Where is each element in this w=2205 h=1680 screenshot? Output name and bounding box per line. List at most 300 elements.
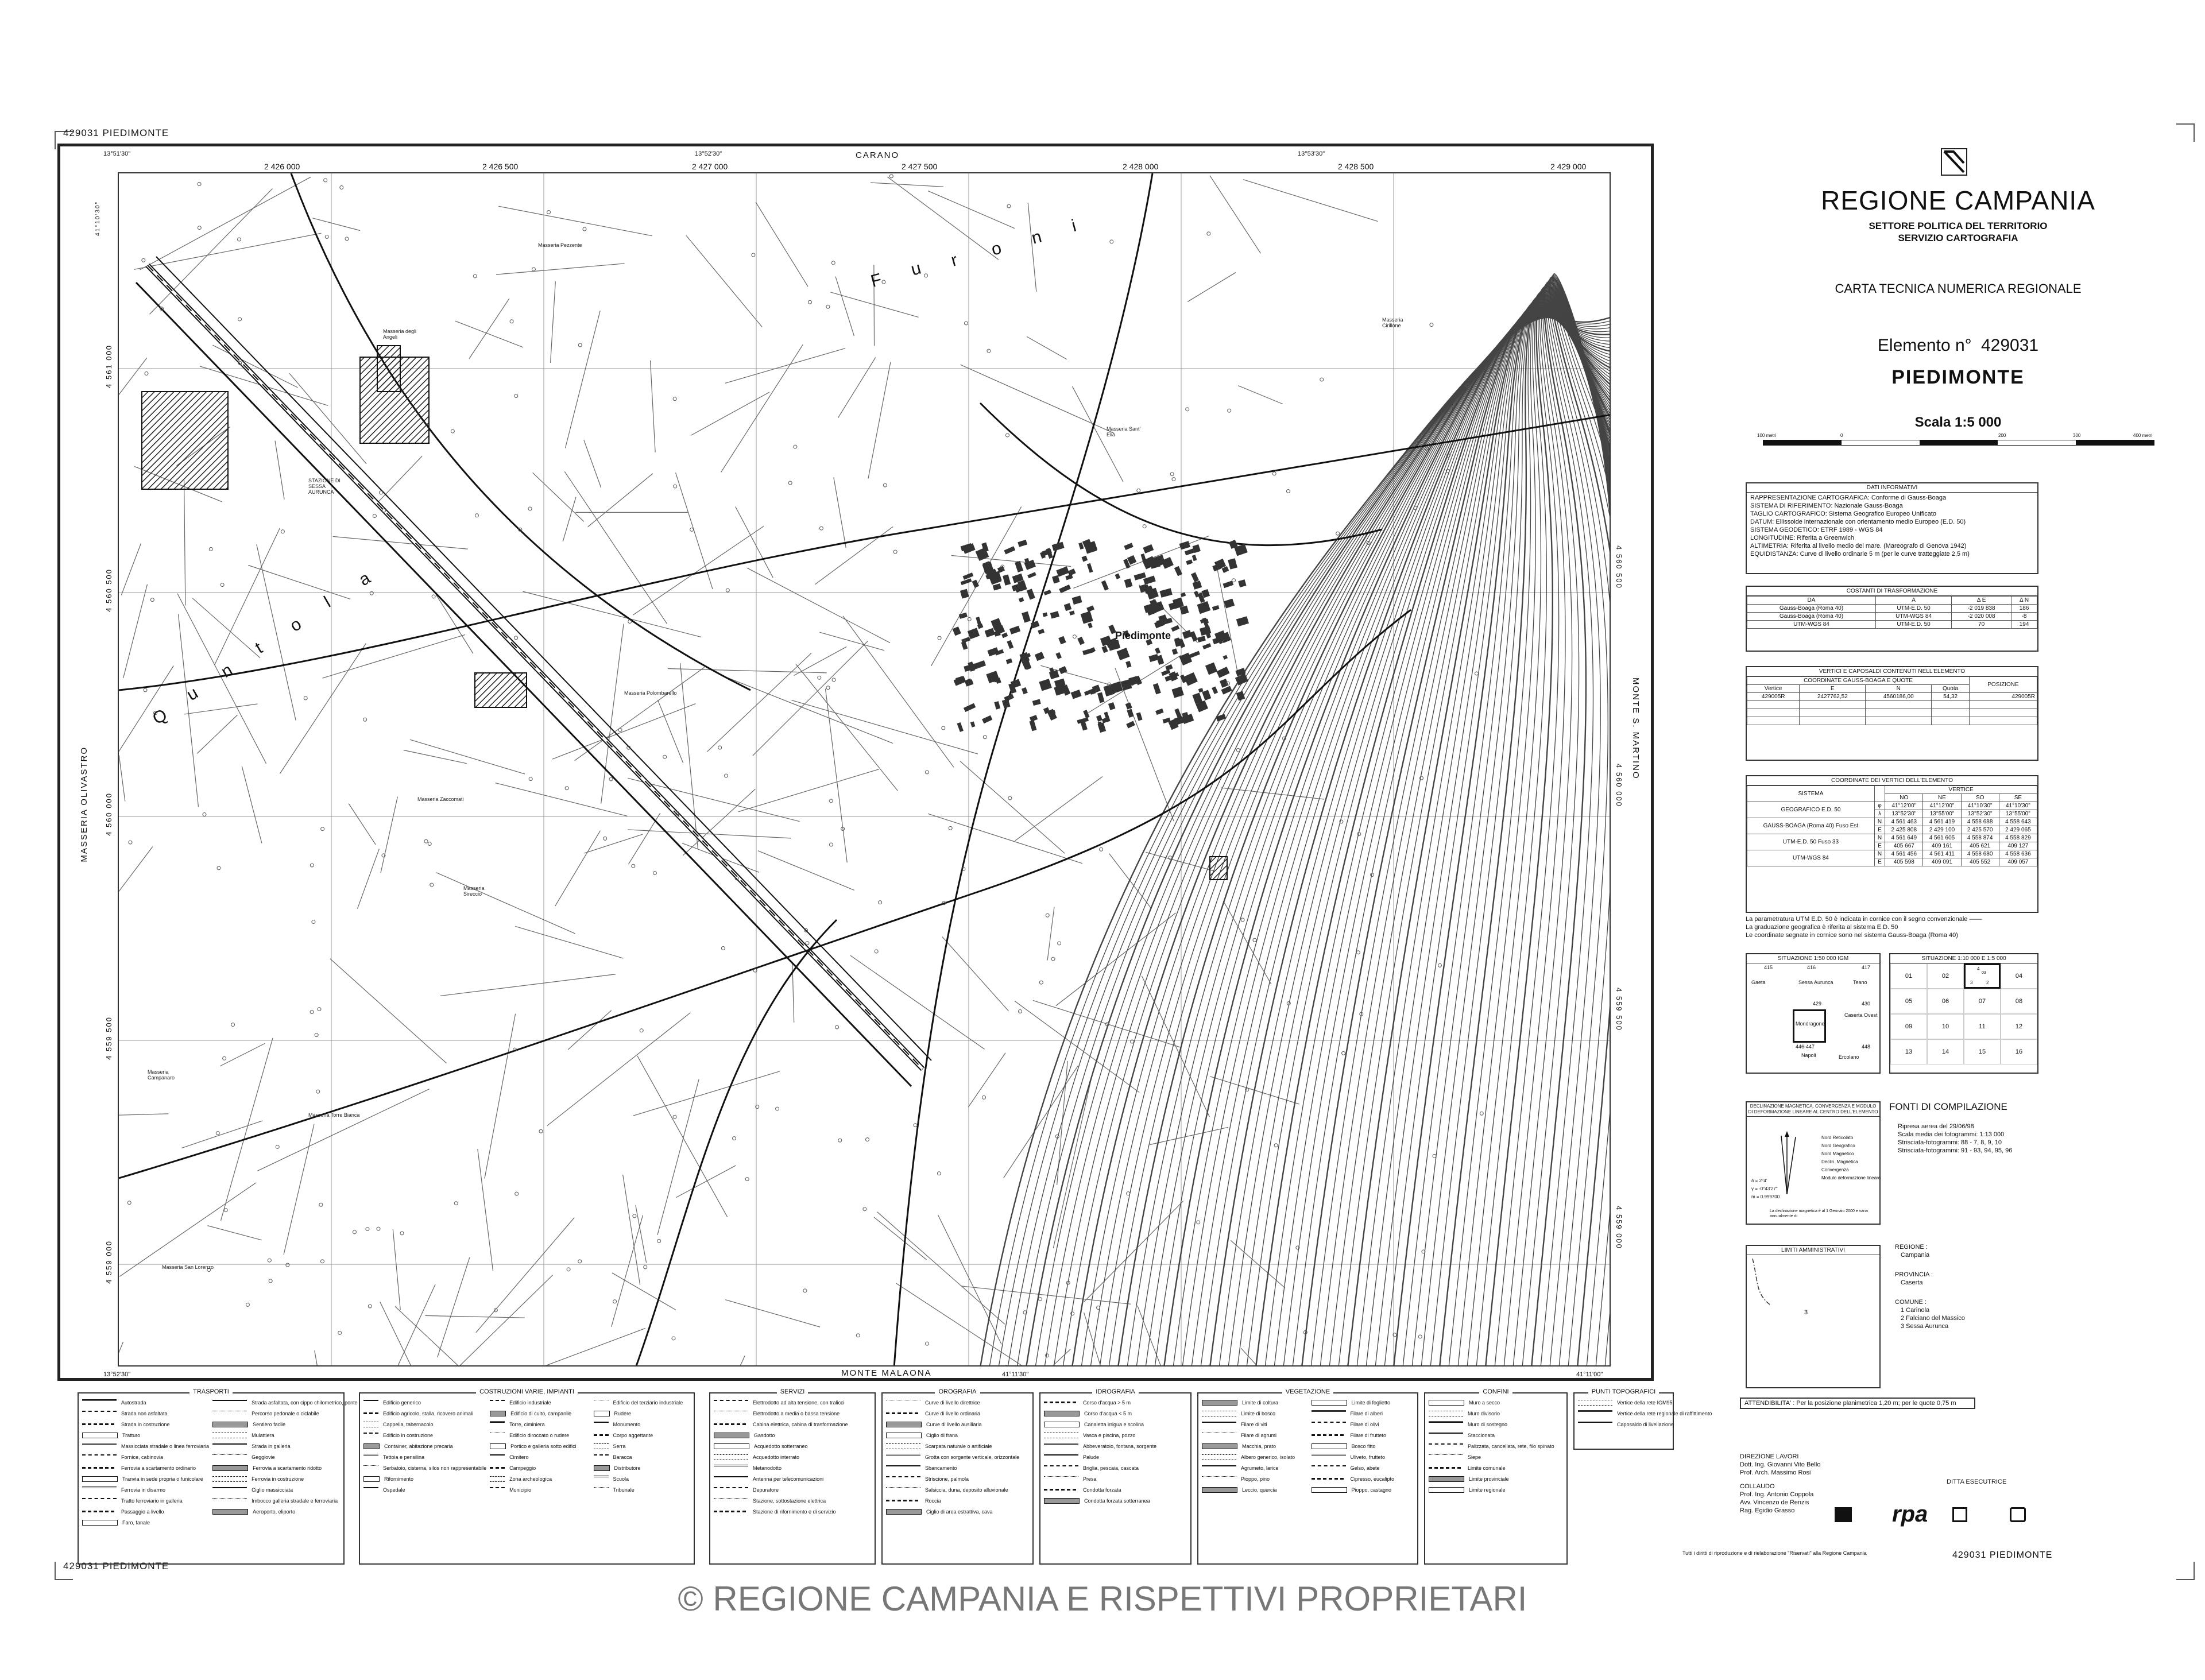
legend-label: Corso d'acqua < 5 m bbox=[1084, 1410, 1132, 1416]
legend-label: Imbocco galleria stradale e ferroviaria bbox=[252, 1497, 338, 1504]
legend-symbol-icon bbox=[212, 1487, 247, 1493]
fonti-title: FONTI DI COMPILAZIONE bbox=[1889, 1101, 2007, 1112]
legend-label: Vasca e piscina, pozzo bbox=[1083, 1432, 1136, 1438]
legend-item bbox=[590, 1397, 694, 1408]
legend-label: Gasdotto bbox=[754, 1432, 775, 1438]
legend-label: Ciglio di frana bbox=[926, 1432, 958, 1438]
legend-symbol-icon bbox=[886, 1422, 922, 1427]
legend-symbol-icon bbox=[82, 1467, 117, 1469]
legend-orografia: OROGRAFIA Curve di livello direttrice Curve di livello ordinaria Curve di livello ausiliaria Ciglio di frana Scarpata naturale o artificiale Grotta con sorgente verticale, orizzontale Sbancamento Striscione, palmola Salsiccia, duna, deposito alluvionale Roccia Ciglio di area estrattiva, cava bbox=[881, 1392, 1034, 1565]
table-row: UTM-E.D. 50 Fuso 33 N 4 561 649 4 561 605 4 558 874 4 558 829 bbox=[1747, 834, 2037, 842]
legend-item bbox=[710, 1506, 875, 1517]
legend-symbol-icon bbox=[212, 1498, 247, 1503]
legend-symbol-icon bbox=[1202, 1443, 1237, 1449]
legend-item bbox=[1308, 1397, 1418, 1408]
legend-label: Limite di bosco bbox=[1241, 1410, 1276, 1416]
legend-symbol-icon bbox=[82, 1423, 117, 1425]
dati-line-4: DATUM: Ellissoide internazionale con orientamento medio Europeo (E.D. 50) bbox=[1750, 518, 1966, 525]
table-row: UTM-WGS 84 UTM-E.D. 50 70 194 bbox=[1747, 621, 2037, 629]
legend-item bbox=[209, 1473, 358, 1484]
grid-y-right-4: 4 559 000 bbox=[1615, 1206, 1623, 1249]
table-row: E 405 667 409 161 405 621 409 127 bbox=[1747, 842, 2037, 850]
legend-item bbox=[1425, 1408, 1566, 1419]
legend-symbol-icon bbox=[212, 1443, 247, 1449]
legend-servizi: SERVIZI Elettrodotto ad alta tensione, con tralicci Elettrodotto a media o bassa tensione Cabina elettrica, cabina di trasformazione Gasdotto Acquedotto sotterraneo Acquedotto interrato Metanodotto Antenna per telecomunicazioni Depuratore Stazione, sottostazione elettrica Stazione di rifornimento e di servizio bbox=[709, 1392, 876, 1565]
credits: DIREZIONE LAVORI Dott. Ing. Giovanni Vito Bello Prof. Arch. Massimo Rosi COLLAUDO Prof. Ing. Antonio Coppola Avv. Vincenzo de Renzis Rag. Egidio Grasso bbox=[1740, 1453, 1821, 1514]
map-canvas[interactable] bbox=[118, 172, 1611, 1367]
legend-label: Filare di viti bbox=[1241, 1421, 1267, 1427]
legend-symbol-icon bbox=[1312, 1434, 1346, 1436]
company-logo-rpa: rpa bbox=[1892, 1501, 1928, 1527]
declinazione-box: DECLINAZIONE MAGNETICA, CONVERGENZA E MODULO DI DEFORMAZIONE LINEARE AL CENTRO DELL'ELEMENTO Nord Reticolato Nord Geografico Nord Magnetico Declin. Magnetica Convergenza Modulo deformazione lineare δ = 2°4' γ = -0°43'27" m = 0.999700 La declinazione magnetica è al 1 Gennaio 2000 e varia annualmente di bbox=[1746, 1101, 1881, 1225]
copyright-notice: © REGIONE CAMPANIA E RISPETTIVI PROPRIETARI bbox=[678, 1580, 1527, 1618]
sheet-code-bottom-right: 429031 PIEDIMONTE bbox=[1952, 1550, 2053, 1560]
scale-tick-4: 300 bbox=[2073, 433, 2081, 438]
legend-label: Abbeveratoio, fontana, sorgente bbox=[1083, 1443, 1157, 1449]
legend-symbol-icon bbox=[1202, 1487, 1237, 1493]
legend-label: Bosco fitto bbox=[1351, 1443, 1376, 1449]
table-row: GEOGRAFICO E.D. 50 φ 41°12'00" 41°12'00" 41°10'30" 41°10'30" bbox=[1747, 802, 2037, 810]
legend-symbol-icon bbox=[1429, 1454, 1463, 1460]
legend-label: Fornice, cabinovia bbox=[121, 1454, 164, 1460]
legend-label: Scuola bbox=[613, 1476, 629, 1482]
grid-x-top-7: 2 429 000 bbox=[1550, 162, 1587, 171]
legend-item bbox=[360, 1484, 486, 1495]
legend-label: Tettoia e pensilina bbox=[383, 1454, 425, 1460]
legend-item bbox=[1198, 1430, 1308, 1441]
legend-symbol-icon bbox=[212, 1509, 248, 1515]
legend-symbol-icon bbox=[1429, 1467, 1463, 1469]
situazione-10000-box: SITUAZIONE 1:10 000 E 1:5 000 01 02 4 03 3 2 04 05 06 07 08 09 10 11 12 13 14 15 16 bbox=[1889, 953, 2038, 1074]
current-cell: 4 03 3 2 bbox=[1964, 963, 2001, 989]
legend-symbol-icon bbox=[1312, 1400, 1347, 1406]
legend-item bbox=[590, 1462, 694, 1473]
legend-vegetazione: VEGETAZIONE Limite di coltura Limite di foglietto Limite di bosco Filare di alberi Filare di viti Filare di olivi Filare di agrumi Filare di frutteto Macchia, prato Bosco fitto Albero generico, isolato Uliveto, frutteto Agrumeto, larice Gelso, abete Pioppo, pino Cipresso, eucalipto Leccio, quercia Pioppo, castagno bbox=[1197, 1392, 1418, 1565]
legend-label: Distributore bbox=[614, 1465, 641, 1471]
legend-label: Strada non asfaltata bbox=[121, 1410, 168, 1416]
legend-item bbox=[1425, 1462, 1566, 1473]
dati-informativi-box bbox=[1746, 482, 2038, 574]
legend-symbol-icon bbox=[1312, 1422, 1346, 1427]
legend-label: Tratturo bbox=[122, 1432, 141, 1438]
legend-item bbox=[486, 1484, 590, 1495]
legend-label: Elettrodotto a media o bassa tensione bbox=[753, 1410, 840, 1416]
costanti-box bbox=[1746, 586, 2038, 652]
legend-label: Filare di olivi bbox=[1350, 1421, 1379, 1427]
legend-symbol-icon bbox=[1312, 1443, 1347, 1449]
grid-x-top-5: 2 428 000 bbox=[1123, 162, 1159, 171]
table-row: 429005R 2427762,52 4560186,00 54,32 429005R bbox=[1747, 693, 2037, 701]
legend-symbol-icon bbox=[594, 1443, 609, 1449]
vertici-header: VERTICI E CAPOSALDI CONTENUTI NELL'ELEMENTO bbox=[1747, 667, 2037, 676]
geo-bottom-3: 41°11'00" bbox=[1576, 1371, 1603, 1378]
legend-symbol-icon bbox=[1044, 1411, 1080, 1416]
legend-label: Muro di sostegno bbox=[1468, 1421, 1508, 1427]
map-letter-1: F bbox=[868, 270, 884, 291]
legend-symbol-icon bbox=[1202, 1476, 1236, 1481]
geo-bottom-1: 13°52'30" bbox=[103, 1371, 131, 1378]
legend-label: Cappella, tabernacolo bbox=[383, 1421, 434, 1427]
legend-item bbox=[590, 1451, 694, 1462]
legend-label: Cimitero bbox=[509, 1454, 529, 1460]
scale-tick-3: 200 bbox=[1998, 433, 2006, 438]
legend-label: Muro a secco bbox=[1469, 1399, 1500, 1406]
legend-label: Condotta forzata sotterranea bbox=[1084, 1497, 1150, 1504]
legend-symbol-icon bbox=[1312, 1487, 1347, 1493]
vertici-table: COORDINATE GAUSS-BOAGA E QUOTE POSIZIONE Vertice E N Quota 429005R 2427762,52 4560186,00 54,32 429005R bbox=[1747, 676, 2037, 725]
grid-y-left-3: 4 560 000 bbox=[105, 792, 113, 836]
legend-item bbox=[710, 1495, 875, 1506]
legend-symbol-icon bbox=[1044, 1443, 1078, 1449]
legend-label: Acquedotto sotterraneo bbox=[754, 1443, 808, 1449]
crop-mark-br bbox=[2176, 1562, 2195, 1580]
legend-symbol-icon bbox=[212, 1476, 247, 1482]
legend-symbol-icon bbox=[714, 1411, 748, 1416]
legend-symbol-icon bbox=[490, 1487, 505, 1493]
legend-label: Curve di livello ordinaria bbox=[925, 1410, 981, 1416]
legend-symbol-icon bbox=[212, 1454, 247, 1460]
legend-symbol-icon bbox=[714, 1498, 748, 1503]
legend-symbol-icon bbox=[82, 1487, 117, 1493]
dati-line-1: RAPPRESENTAZIONE CARTOGRAFICA: Conforme di Gauss-Boaga bbox=[1750, 494, 1947, 501]
legend-label: Macchia, prato bbox=[1242, 1443, 1276, 1449]
legend-item bbox=[883, 1462, 1032, 1473]
place-masseria-cirillone: Masseria Cirillone bbox=[1382, 317, 1403, 328]
crop-mark-tr bbox=[2176, 123, 2195, 142]
legend-symbol-icon bbox=[363, 1422, 378, 1427]
situazione-50000-title: SITUAZIONE 1:50 000 IGM bbox=[1747, 954, 1879, 963]
map-bottom-label: MONTE MALAONA bbox=[841, 1368, 932, 1378]
legend-label: Geggiovie bbox=[252, 1454, 275, 1460]
legend-symbol-icon bbox=[490, 1433, 505, 1438]
legend-label: Vertice della rete regionale di raffittimento bbox=[1617, 1410, 1712, 1416]
place-stazione: STAZIONE DI SESSA AURUNCA bbox=[308, 478, 341, 495]
legend-item bbox=[590, 1408, 694, 1419]
legend-symbol-icon bbox=[1578, 1400, 1612, 1406]
table-row: Gauss-Boaga (Roma 40) UTM-WGS 84 -2 020 008 -8 bbox=[1747, 613, 2037, 621]
legend-symbol-icon bbox=[490, 1454, 505, 1460]
rights-note: Tutti i diritti di riproduzione e di rielaborazione "Riservati" alla Regione Campania bbox=[1682, 1550, 1867, 1556]
legend-symbol-icon bbox=[490, 1467, 505, 1469]
legend-label: Pioppo, pino bbox=[1241, 1476, 1270, 1482]
legend-label: Curve di livello direttrice bbox=[925, 1399, 980, 1406]
legend-label: Filare di agrumi bbox=[1241, 1432, 1277, 1438]
legend-label: Curve di livello ausiliaria bbox=[926, 1421, 982, 1427]
legend-symbol-icon bbox=[363, 1443, 380, 1449]
place-masseria-angeli: Masseria degli Angeli bbox=[383, 328, 417, 340]
scale-bar bbox=[1763, 440, 2154, 446]
legend-item bbox=[1198, 1441, 1308, 1451]
legend-label: Filare di alberi bbox=[1350, 1410, 1383, 1416]
legend-symbol-icon bbox=[886, 1509, 922, 1515]
scale-label: Scala 1:5 000 bbox=[1914, 415, 2002, 430]
legend-item bbox=[209, 1451, 358, 1462]
sheet-name: PIEDIMONTE bbox=[1891, 366, 2025, 388]
legend-item bbox=[590, 1441, 694, 1451]
legend-label: Faro, fanale bbox=[122, 1519, 150, 1526]
legend-symbol-icon bbox=[714, 1454, 748, 1460]
limiti-title: LIMITI AMMINISTRATIVI bbox=[1747, 1246, 1879, 1255]
legend-item bbox=[209, 1506, 358, 1517]
legend-item bbox=[1040, 1473, 1190, 1484]
legend-item bbox=[1425, 1441, 1566, 1451]
legend-item bbox=[1575, 1397, 1673, 1408]
carta-title: CARTA TECNICA NUMERICA REGIONALE bbox=[1835, 281, 2082, 296]
map-letter-11: o bbox=[287, 614, 305, 636]
legend-label: Autostrada bbox=[121, 1399, 146, 1406]
legend-item bbox=[79, 1506, 209, 1517]
legend-label: Passaggio a livello bbox=[121, 1508, 164, 1515]
legend-item bbox=[1040, 1462, 1190, 1473]
legend-label: Staccionata bbox=[1468, 1432, 1495, 1438]
legend-item bbox=[79, 1517, 209, 1528]
legend-label: Limite comunale bbox=[1468, 1465, 1506, 1471]
place-masseria-sireccio: Masseria Sireccio bbox=[463, 885, 485, 897]
legend-label: Serbatoio, cisterna, silos non rappresentabile bbox=[383, 1465, 487, 1471]
legend-symbol-icon bbox=[82, 1498, 117, 1504]
legend-symbol-icon bbox=[1044, 1476, 1078, 1481]
legend-label: Stazione, sottostazione elettrica bbox=[753, 1497, 826, 1504]
legend-label: Agrumeto, larice bbox=[1241, 1465, 1279, 1471]
legend-label: Muro divisorio bbox=[1468, 1410, 1500, 1416]
legend-label: Edificio di culto, campanile bbox=[510, 1410, 572, 1416]
dati-header: DATI INFORMATIVI bbox=[1747, 483, 2037, 493]
legend-item bbox=[590, 1473, 694, 1484]
map-letter-10: t bbox=[252, 638, 266, 657]
legend-label: Sentiero facile bbox=[253, 1421, 286, 1427]
legend-symbol-icon bbox=[1429, 1411, 1463, 1416]
place-masseria-pezzente: Masseria Pezzente bbox=[538, 242, 582, 248]
legend-item bbox=[710, 1430, 875, 1441]
legend-item bbox=[486, 1430, 590, 1441]
grid-x-top-1: 2 426 000 bbox=[264, 162, 300, 171]
legend-symbol-icon bbox=[490, 1443, 506, 1449]
legend-item bbox=[710, 1408, 875, 1419]
legend-label: Container, abitazione precaria bbox=[384, 1443, 453, 1449]
legend-label: Siepe bbox=[1468, 1454, 1481, 1460]
legend-label: Tratto ferroviario in galleria bbox=[121, 1497, 183, 1504]
map-letter-13: a bbox=[355, 568, 374, 590]
table-row: GAUSS-BOAGA (Roma 40) Fuso Est N 4 561 463 4 561 419 4 558 688 4 558 643 bbox=[1747, 818, 2037, 826]
legend-label: Corpo aggettante bbox=[613, 1432, 653, 1438]
legend-label: Ferrovia in costruzione bbox=[252, 1476, 304, 1482]
legend-label: Monumento bbox=[613, 1421, 641, 1427]
legend-item bbox=[710, 1397, 875, 1408]
legend-item bbox=[360, 1451, 486, 1462]
legend-symbol-icon bbox=[1202, 1400, 1237, 1406]
legend-label: Serra bbox=[613, 1443, 626, 1449]
table-row: UTM-WGS 84 N 4 561 456 4 561 411 4 558 680 4 558 636 bbox=[1747, 850, 2037, 858]
place-masseria-san-lorenzo: Masseria San Lorenzo bbox=[162, 1264, 214, 1270]
legend-symbol-icon bbox=[886, 1454, 920, 1460]
legend-item bbox=[710, 1451, 875, 1462]
grid-y-left-2: 4 560 500 bbox=[105, 568, 113, 612]
legend-item bbox=[486, 1419, 590, 1430]
legend-label: Caposaldo di livellazione bbox=[1617, 1421, 1674, 1427]
legend-label: Leccio, quercia bbox=[1242, 1487, 1277, 1493]
situazione-10000-title: SITUAZIONE 1:10 000 E 1:5 000 bbox=[1890, 954, 2037, 963]
legend-item bbox=[883, 1495, 1032, 1506]
legend-symbol-icon bbox=[1202, 1465, 1236, 1471]
legend-symbol-icon bbox=[490, 1476, 505, 1482]
legend-label: Ciglio massicciata bbox=[252, 1487, 293, 1493]
legend-item bbox=[79, 1473, 209, 1484]
map-letter-9: n bbox=[218, 660, 236, 682]
legend-symbol-icon bbox=[1429, 1421, 1463, 1427]
limiti-box: LIMITI AMMINISTRATIVI 3 bbox=[1746, 1245, 1881, 1388]
legend-item bbox=[209, 1441, 358, 1451]
legend-label: Municipio bbox=[509, 1487, 532, 1493]
legend-label: Limite provinciale bbox=[1469, 1476, 1509, 1482]
legend-label: Torre, ciminiera bbox=[509, 1421, 545, 1427]
legend-item bbox=[590, 1430, 694, 1441]
coord-notes: La parametratura UTM E.D. 50 è indicata in cornice con il segno convenzionale —— La graduazione geografica è riferita al sistema E.D. 50 Le coordinate segnate in cornice sono nel sistema Gauss-Boaga (Roma 40) bbox=[1746, 916, 1982, 939]
legend-item bbox=[486, 1462, 590, 1473]
legend-label: Antenna per telecomunicazioni bbox=[753, 1476, 824, 1482]
legend-symbol-icon bbox=[1429, 1400, 1464, 1406]
legend-item bbox=[883, 1441, 1032, 1451]
sheet-code-top: 429031 PIEDIMONTE bbox=[63, 127, 169, 138]
region-title: REGIONE CAMPANIA bbox=[1821, 185, 2095, 215]
legend-symbol-icon bbox=[594, 1400, 609, 1405]
legend-item bbox=[1198, 1473, 1308, 1484]
legend-label: Zona archeologica bbox=[509, 1476, 552, 1482]
dati-line-3: TAGLIO CARTOGRAFICO: Sistema Geografico Europeo Unificato bbox=[1750, 510, 1937, 517]
grid-y-left-1: 4 561 000 bbox=[105, 344, 113, 388]
legend-item bbox=[1425, 1419, 1566, 1430]
legend-symbol-icon bbox=[1202, 1454, 1236, 1460]
legend-label: Roccia bbox=[925, 1497, 941, 1504]
map-top-label: CARANO bbox=[856, 150, 900, 160]
legend-item bbox=[1425, 1484, 1566, 1495]
dati-line-6: LONGITUDINE: Riferita a Greenwich bbox=[1750, 535, 1854, 541]
legend-idrografia: IDROGRAFIA Corso d'acqua > 5 m Corso d'acqua < 5 m Canaletta irrigua e scolina Vasca e piscina, pozzo Abbeveratoio, fontana, sorgente Palude Briglia, pescaia, cascata Presa Condotta forzata Condotta forzata sotterranea bbox=[1039, 1392, 1192, 1565]
grid-x-top-2: 2 426 500 bbox=[482, 162, 519, 171]
legend-label: Ferrovia a scartamento ridotto bbox=[253, 1465, 322, 1471]
legend-item bbox=[1308, 1462, 1418, 1473]
legend-label: Edificio agricolo, stalla, ricovero animali bbox=[383, 1410, 474, 1416]
coord-header: COORDINATE DEI VERTICI DELL'ELEMENTO bbox=[1747, 776, 2037, 785]
legend-label: Baracca bbox=[613, 1454, 632, 1460]
legend-symbol-icon bbox=[490, 1400, 505, 1406]
legend-item bbox=[209, 1419, 358, 1430]
legend-symbol-icon bbox=[212, 1400, 247, 1406]
legend-item bbox=[79, 1495, 209, 1506]
legend-symbol-icon bbox=[1429, 1487, 1464, 1493]
legend-symbol-icon bbox=[363, 1433, 378, 1438]
legend-item bbox=[710, 1419, 875, 1430]
legend-item bbox=[209, 1462, 358, 1473]
legend-label: Tribunale bbox=[613, 1487, 635, 1493]
legend-symbol-icon bbox=[1429, 1443, 1463, 1449]
legend-item bbox=[79, 1462, 209, 1473]
legend-punti: PUNTI TOPOGRAFICI Vertice della rete IGM95 Vertice della rete regionale di raffittimento Caposaldo di livellazione bbox=[1573, 1392, 1674, 1450]
legend-item bbox=[1198, 1419, 1308, 1430]
grid-y-right-1: 4 560 500 bbox=[1615, 545, 1623, 589]
legend-symbol-icon bbox=[594, 1434, 609, 1436]
legend-item bbox=[883, 1473, 1032, 1484]
legend-item bbox=[710, 1473, 875, 1484]
legend-label: Tranvia in sede propria o funicolare bbox=[122, 1476, 203, 1482]
map-letter-5: n bbox=[1029, 227, 1044, 248]
elemento-line bbox=[1717, 336, 2199, 355]
geo-left-1: 41°10'30" bbox=[95, 201, 101, 236]
legend-symbol-icon bbox=[886, 1412, 920, 1414]
legend-label: Limite regionale bbox=[1469, 1487, 1506, 1493]
legend-label: Cabina elettrica, cabina di trasformazione bbox=[753, 1421, 848, 1427]
dati-line-2: SISTEMA DI RIFERIMENTO: Nazionale Gauss-Boaga bbox=[1750, 502, 1903, 509]
grid-y-right-2: 4 560 000 bbox=[1615, 764, 1623, 807]
legend-item bbox=[1040, 1441, 1190, 1451]
legend-symbol-icon bbox=[1044, 1422, 1080, 1427]
legend-item bbox=[883, 1451, 1032, 1462]
legend-item bbox=[1575, 1419, 1673, 1430]
legend-symbol-icon bbox=[594, 1411, 610, 1416]
map-letter-8: u bbox=[183, 683, 202, 705]
legend-symbol-icon bbox=[594, 1422, 609, 1427]
legend-item bbox=[1425, 1430, 1566, 1441]
legend-label: Edificio del terziario industriale bbox=[613, 1399, 683, 1406]
legend-item bbox=[883, 1408, 1032, 1419]
legend-label: Albero generico, isolato bbox=[1241, 1454, 1295, 1460]
legend-symbol-icon bbox=[490, 1411, 506, 1416]
legend-label: Palizzata, cancellata, rete, filo spinato bbox=[1468, 1443, 1554, 1449]
legend-item bbox=[1308, 1419, 1418, 1430]
costanti-header: COSTANTI DI TRASFORMAZIONE bbox=[1747, 587, 2037, 596]
legend-symbol-icon bbox=[1202, 1422, 1236, 1427]
legend-symbol-icon bbox=[886, 1443, 920, 1449]
map-letter-3: r bbox=[949, 250, 960, 270]
legend-symbol-icon bbox=[1044, 1433, 1078, 1438]
legend-symbol-icon bbox=[714, 1476, 748, 1482]
place-masseria-torre-bianca: Masseria Torre Bianca bbox=[308, 1112, 360, 1118]
legend-item bbox=[209, 1408, 358, 1419]
legend-symbol-icon bbox=[363, 1400, 378, 1406]
legend-item bbox=[79, 1408, 209, 1419]
map-drawing bbox=[119, 173, 1611, 1367]
legend-symbol-icon bbox=[1202, 1433, 1236, 1438]
legend-item bbox=[883, 1430, 1032, 1441]
elemento-number: 429031 bbox=[1981, 336, 2039, 355]
legend-item bbox=[590, 1484, 694, 1495]
legend-symbol-icon bbox=[1578, 1422, 1612, 1427]
table-row: λ 13°52'30" 13°55'00" 13°52'30" 13°55'00" bbox=[1747, 810, 2037, 818]
legend-symbol-icon bbox=[1578, 1410, 1612, 1416]
legend-item bbox=[1308, 1451, 1418, 1462]
legend-label: Pioppo, castagno bbox=[1351, 1487, 1392, 1493]
legend-symbol-icon bbox=[1044, 1498, 1080, 1504]
legend-symbol-icon bbox=[886, 1500, 920, 1501]
legend-item bbox=[486, 1473, 590, 1484]
legend-item bbox=[209, 1397, 358, 1408]
legend-symbol-icon bbox=[82, 1443, 117, 1449]
legend-item bbox=[79, 1419, 209, 1430]
legend-symbol-icon bbox=[1312, 1465, 1346, 1471]
legend-symbol-icon bbox=[714, 1487, 748, 1493]
fonti-lines: Ripresa aerea del 29/06/98 Scala media dei fotogrammi: 1:13 000 Strisciata-fotogrammi: 88 - 7, 8, 9, 10 Strisciata-fotogrammi: 91 - 93, 94, 95, 96 bbox=[1898, 1123, 2013, 1154]
sector-line-1: SETTORE POLITICA DEL TERRITORIO bbox=[1869, 220, 2048, 231]
legend-label: Salsiccia, duna, deposito alluvionale bbox=[925, 1487, 1008, 1493]
map-letter-2: u bbox=[908, 258, 923, 280]
grid-y-left-5: 4 559 000 bbox=[105, 1240, 113, 1284]
place-masseria-polombarello: Masseria Polombarello bbox=[624, 690, 677, 696]
legend-label: Acquedotto interrato bbox=[753, 1454, 800, 1460]
legend-item bbox=[1425, 1451, 1566, 1462]
legend-item bbox=[1308, 1430, 1418, 1441]
legend-item bbox=[486, 1451, 590, 1462]
legend-label: Scarpata naturale o artificiale bbox=[925, 1443, 992, 1449]
legend-item bbox=[883, 1484, 1032, 1495]
